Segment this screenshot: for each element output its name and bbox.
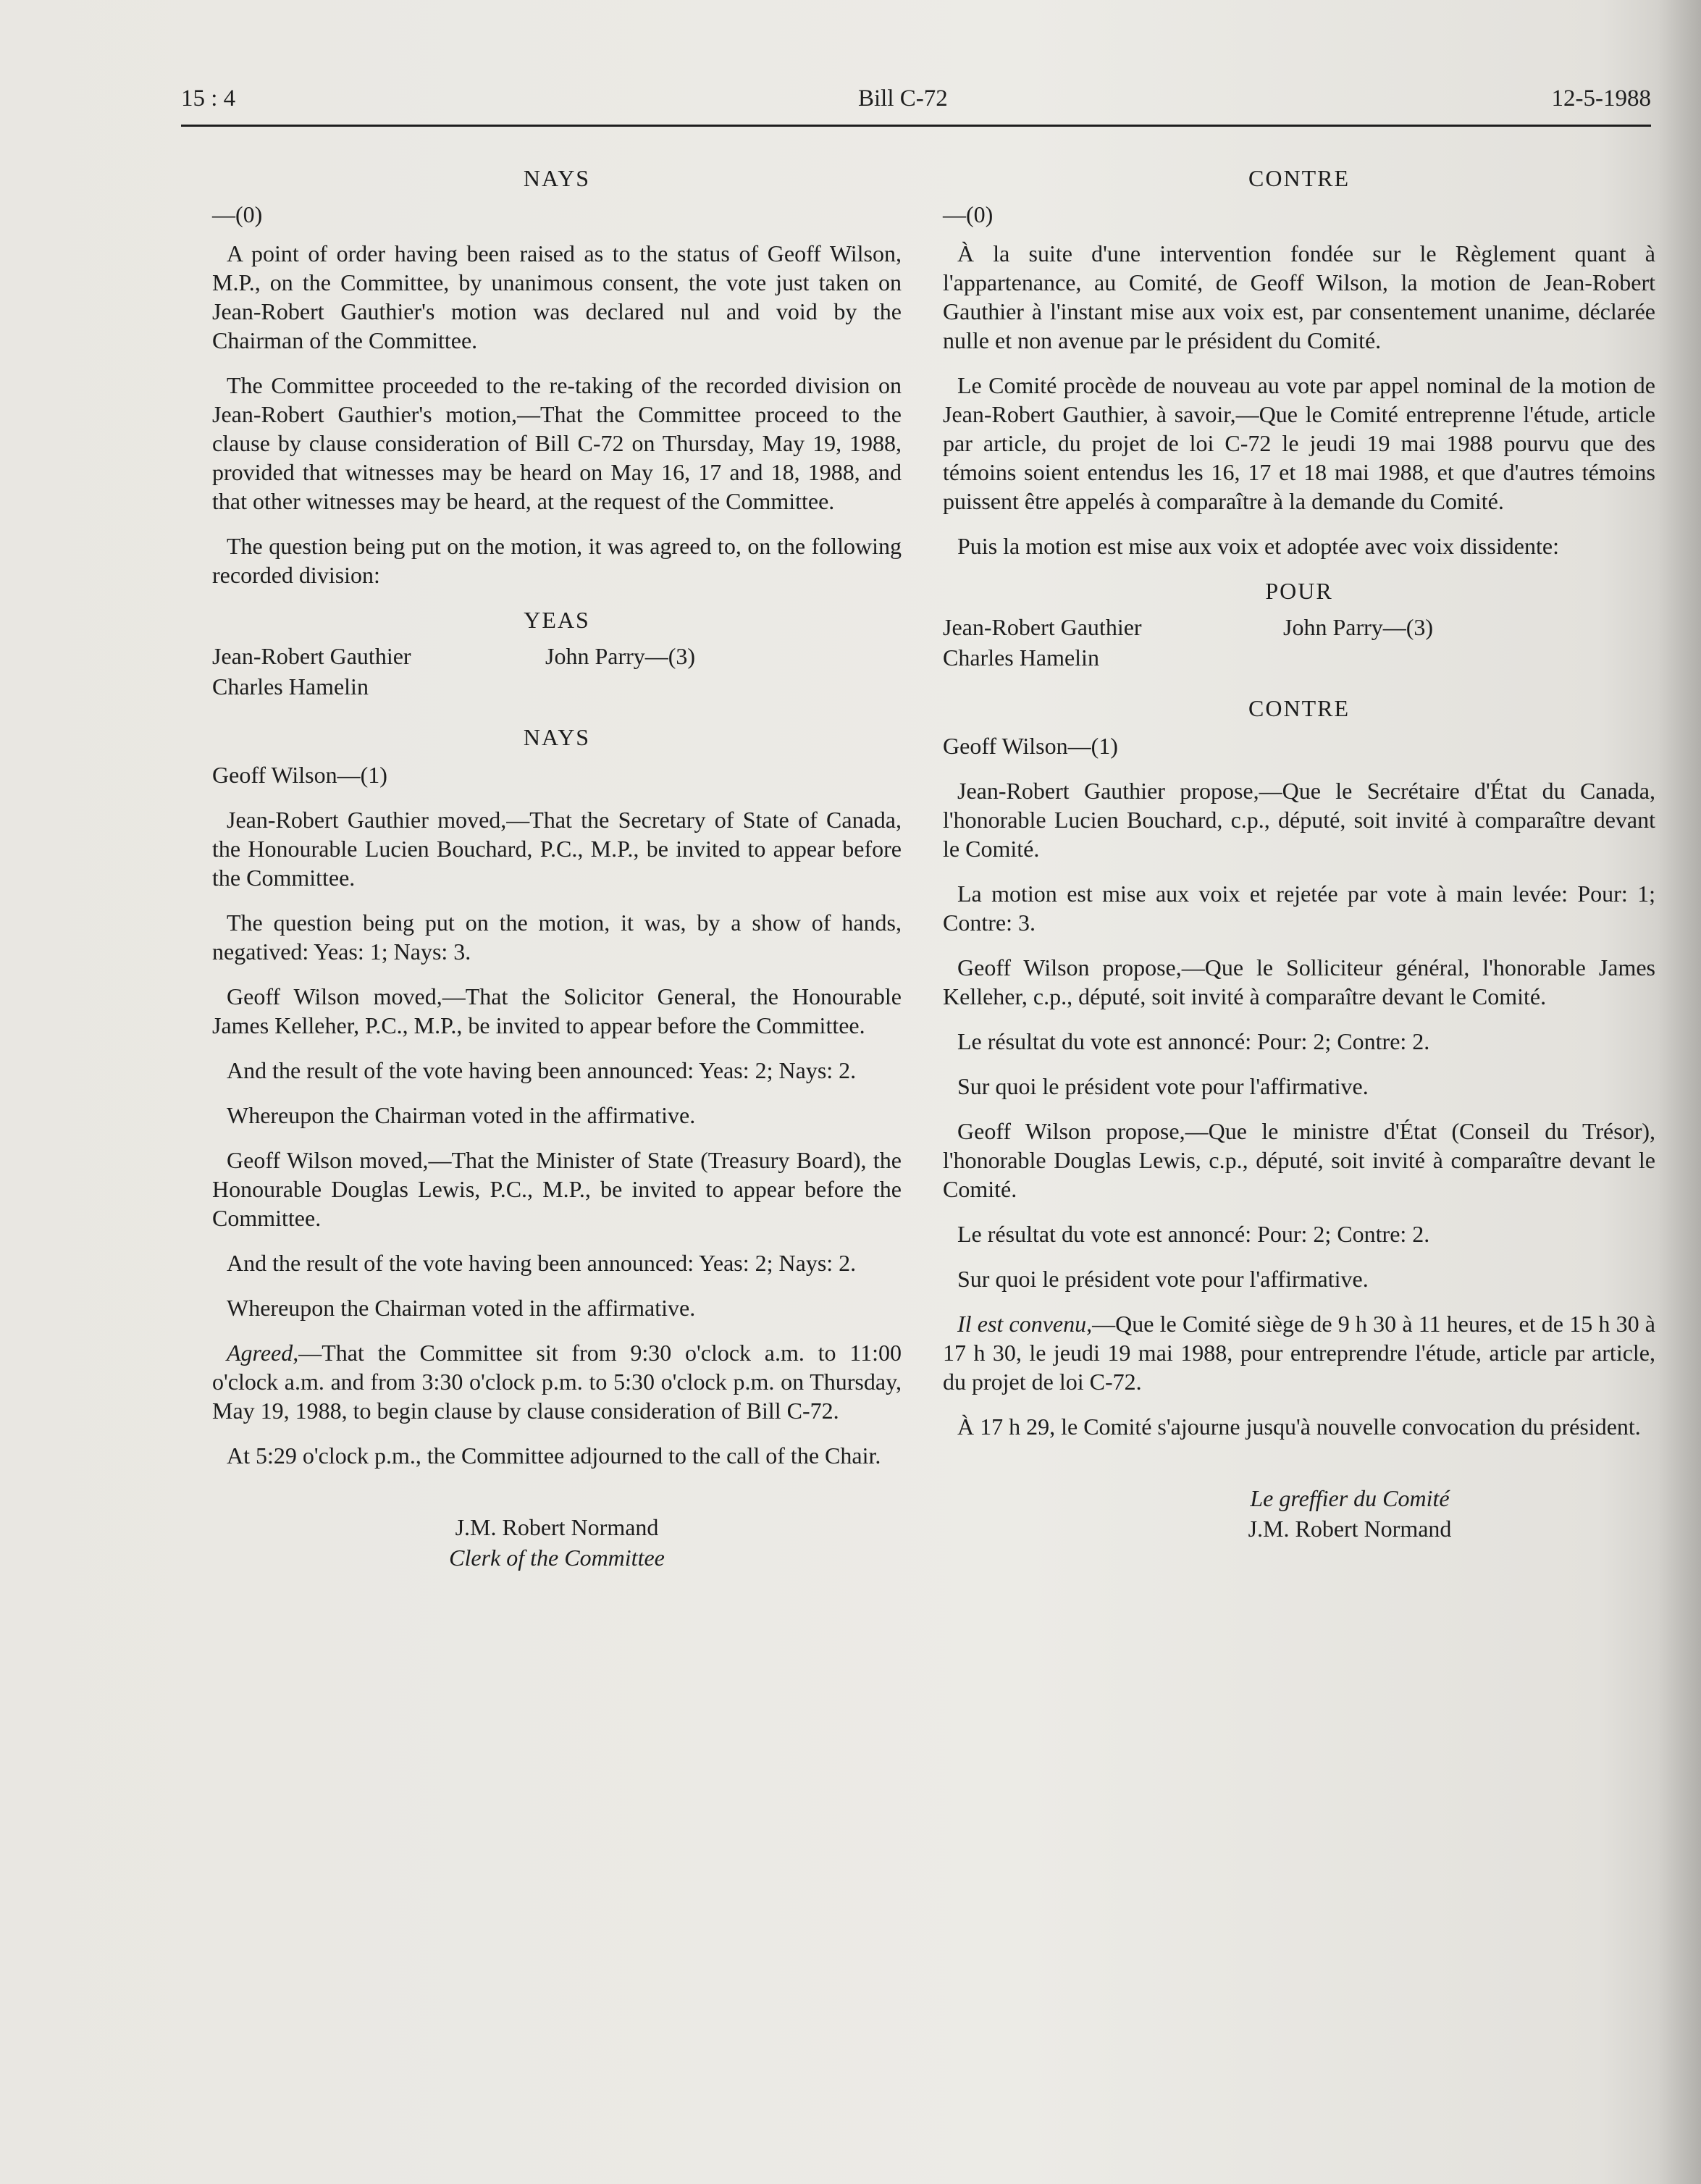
paragraph: Sur quoi le président vote pour l'affirmative.: [957, 1266, 1369, 1292]
page-header: [181, 85, 1651, 129]
paragraph: A point of order having been raised as to the status of Geoff Wilson, M.P., on the Committee, by unanimous consent, the vote just taken on Jean-Robert Gauthier's motion was declared nul and void by the Chairman of the Committee.: [212, 240, 902, 353]
paragraph: Jean-Robert Gauthier moved,—That the Secretary of State of Canada, the Honourable Lucien Bouchard, P.C., M.P., be invited to appear before the Committee.: [212, 807, 902, 891]
paragraph: Whereupon the Chairman voted in the affirmative.: [227, 1102, 696, 1128]
bill-title: Bill C-72: [858, 85, 948, 112]
french-column: [943, 154, 1655, 1544]
member-name: John Parry—(3): [1283, 614, 1434, 640]
agreed-text: —That the Committee sit from 9:30 o'clock a.m. to 11:00 o'clock a.m. and from 3:30 o'clock p.m. to 5:30 o'clock p.m. on Thursday, May 19, 1988, to begin clause by clause consideration of Bill C-72.: [212, 1340, 902, 1424]
agreed-lead: Il est convenu,: [957, 1311, 1093, 1337]
member-name: Charles Hamelin: [212, 673, 369, 700]
paragraph: [212, 1338, 902, 1425]
clerk-title: Le greffier du Comité: [1250, 1485, 1450, 1511]
paragraph: Le Comité procède de nouveau au vote par appel nominal de la motion de Jean-Robert Gauthier, à savoir,—Que le Comité entreprenne l'étude, article par article, du projet de loi C-72 le jeudi 19 mai 1988 pourvu que des témoins soient entendus les 16, 17 et 18 mai 1988, et que d'autres témoins puissent être appelés à comparaître à la demande du Comité.: [943, 372, 1655, 514]
paragraph: Geoff Wilson moved,—That the Solicitor General, the Honourable James Kelleher, P.C., M.P., be invited to appear before the Committee.: [212, 983, 902, 1038]
paragraph: Puis la motion est mise aux voix et adoptée avec voix dissidente:: [957, 533, 1559, 559]
paragraph: Sur quoi le président vote pour l'affirmative.: [957, 1073, 1369, 1099]
member-name: Geoff Wilson—(1): [943, 733, 1118, 759]
paragraph: The question being put on the motion, it was agreed to, on the following recorded division:: [212, 533, 902, 588]
clerk-title: Clerk of the Committee: [449, 1545, 665, 1571]
page-number: 15 : 4: [181, 85, 236, 112]
paragraph: Whereupon the Chairman voted in the affirmative.: [227, 1295, 696, 1321]
heading-nays: NAYS: [523, 165, 591, 191]
paragraph: Geoff Wilson propose,—Que le ministre d'État (Conseil du Trésor), l'honorable Douglas Lewis, c.p., député, soit invité à comparaître devant le Comité.: [943, 1118, 1655, 1202]
agreed-lead: Agreed,: [227, 1340, 299, 1366]
contre-tally: —(0): [943, 201, 994, 227]
paragraph: And the result of the vote having been announced: Yeas: 2; Nays: 2.: [227, 1057, 857, 1083]
paragraph: The question being put on the motion, it was, by a show of hands, negatived: Yeas: 1; Nays: 3.: [212, 910, 902, 965]
paragraph: And the result of the vote having been announced: Yeas: 2; Nays: 2.: [227, 1250, 857, 1276]
agreed-text: —Que le Comité siège de 9 h 30 à 11 heures, et de 15 h 30 à 17 h 30, le jeudi 19 mai 1988, pour entreprendre l'étude, article par article, du projet de loi C-72.: [943, 1311, 1656, 1395]
english-column: [212, 154, 902, 1573]
heading-contre: CONTRE: [1248, 165, 1350, 191]
page-edge-shadow: [1658, 0, 1701, 2184]
member-name: John Parry—(3): [545, 643, 696, 669]
clerk-name: J.M. Robert Normand: [1248, 1516, 1452, 1542]
paragraph: Jean-Robert Gauthier propose,—Que le Secrétaire d'État du Canada, l'honorable Lucien Bouchard, c.p., député, soit invité à comparaître devant le Comité.: [943, 778, 1655, 862]
paragraph: Geoff Wilson moved,—That the Minister of State (Treasury Board), the Honourable Douglas Lewis, P.C., M.P., be invited to appear before the Committee.: [212, 1147, 902, 1231]
paragraph: Le résultat du vote est annoncé: Pour: 2; Contre: 2.: [957, 1028, 1430, 1054]
member-name: Geoff Wilson—(1): [212, 762, 387, 788]
clerk-name: J.M. Robert Normand: [455, 1514, 659, 1540]
member-name: Jean-Robert Gauthier: [943, 614, 1142, 640]
yeas-names: [212, 642, 902, 704]
paragraph: À la suite d'une intervention fondée sur le Règlement quant à l'appartenance, au Comité, de Geoff Wilson, la motion de Jean-Robert Gauthier à l'instant mise aux voix est, par consentement unanime, déclarée nulle et non avenue par le président du Comité.: [943, 240, 1655, 353]
paragraph: Geoff Wilson propose,—Que le Solliciteur général, l'honorable James Kelleher, c.p., député, soit invité à comparaître devant le Comité.: [943, 954, 1655, 1009]
paragraph: At 5:29 o'clock p.m., the Committee adjourned to the call of the Chair.: [227, 1442, 881, 1469]
heading-nays: NAYS: [523, 724, 591, 750]
paragraph: La motion est mise aux voix et rejetée par vote à main levée: Pour: 1; Contre: 3.: [943, 881, 1655, 936]
heading-yeas: YEAS: [524, 607, 590, 633]
paragraph: The Committee proceeded to the re-taking of the recorded division on Jean-Robert Gauthier's motion,—That the Committee proceed to the clause by clause consideration of Bill C-72 on Thursday, May 19, 1988, provided that witnesses may be heard on May 16, 17 and 18, 1988, and that other witnesses may be heard, at the request of the Committee.: [212, 372, 902, 514]
header-rule: [181, 125, 1651, 127]
pour-names: [943, 613, 1655, 675]
member-name: Charles Hamelin: [943, 644, 1099, 671]
nays-tally: —(0): [212, 201, 263, 227]
header-date: 12-5-1988: [1551, 85, 1651, 112]
paragraph: Le résultat du vote est annoncé: Pour: 2; Contre: 2.: [957, 1221, 1430, 1247]
paragraph: [943, 1309, 1655, 1396]
paragraph: À 17 h 29, le Comité s'ajourne jusqu'à nouvelle convocation du président.: [957, 1414, 1641, 1440]
member-name: Jean-Robert Gauthier: [212, 643, 411, 669]
heading-pour: POUR: [1265, 578, 1333, 604]
heading-contre: CONTRE: [1248, 695, 1350, 721]
